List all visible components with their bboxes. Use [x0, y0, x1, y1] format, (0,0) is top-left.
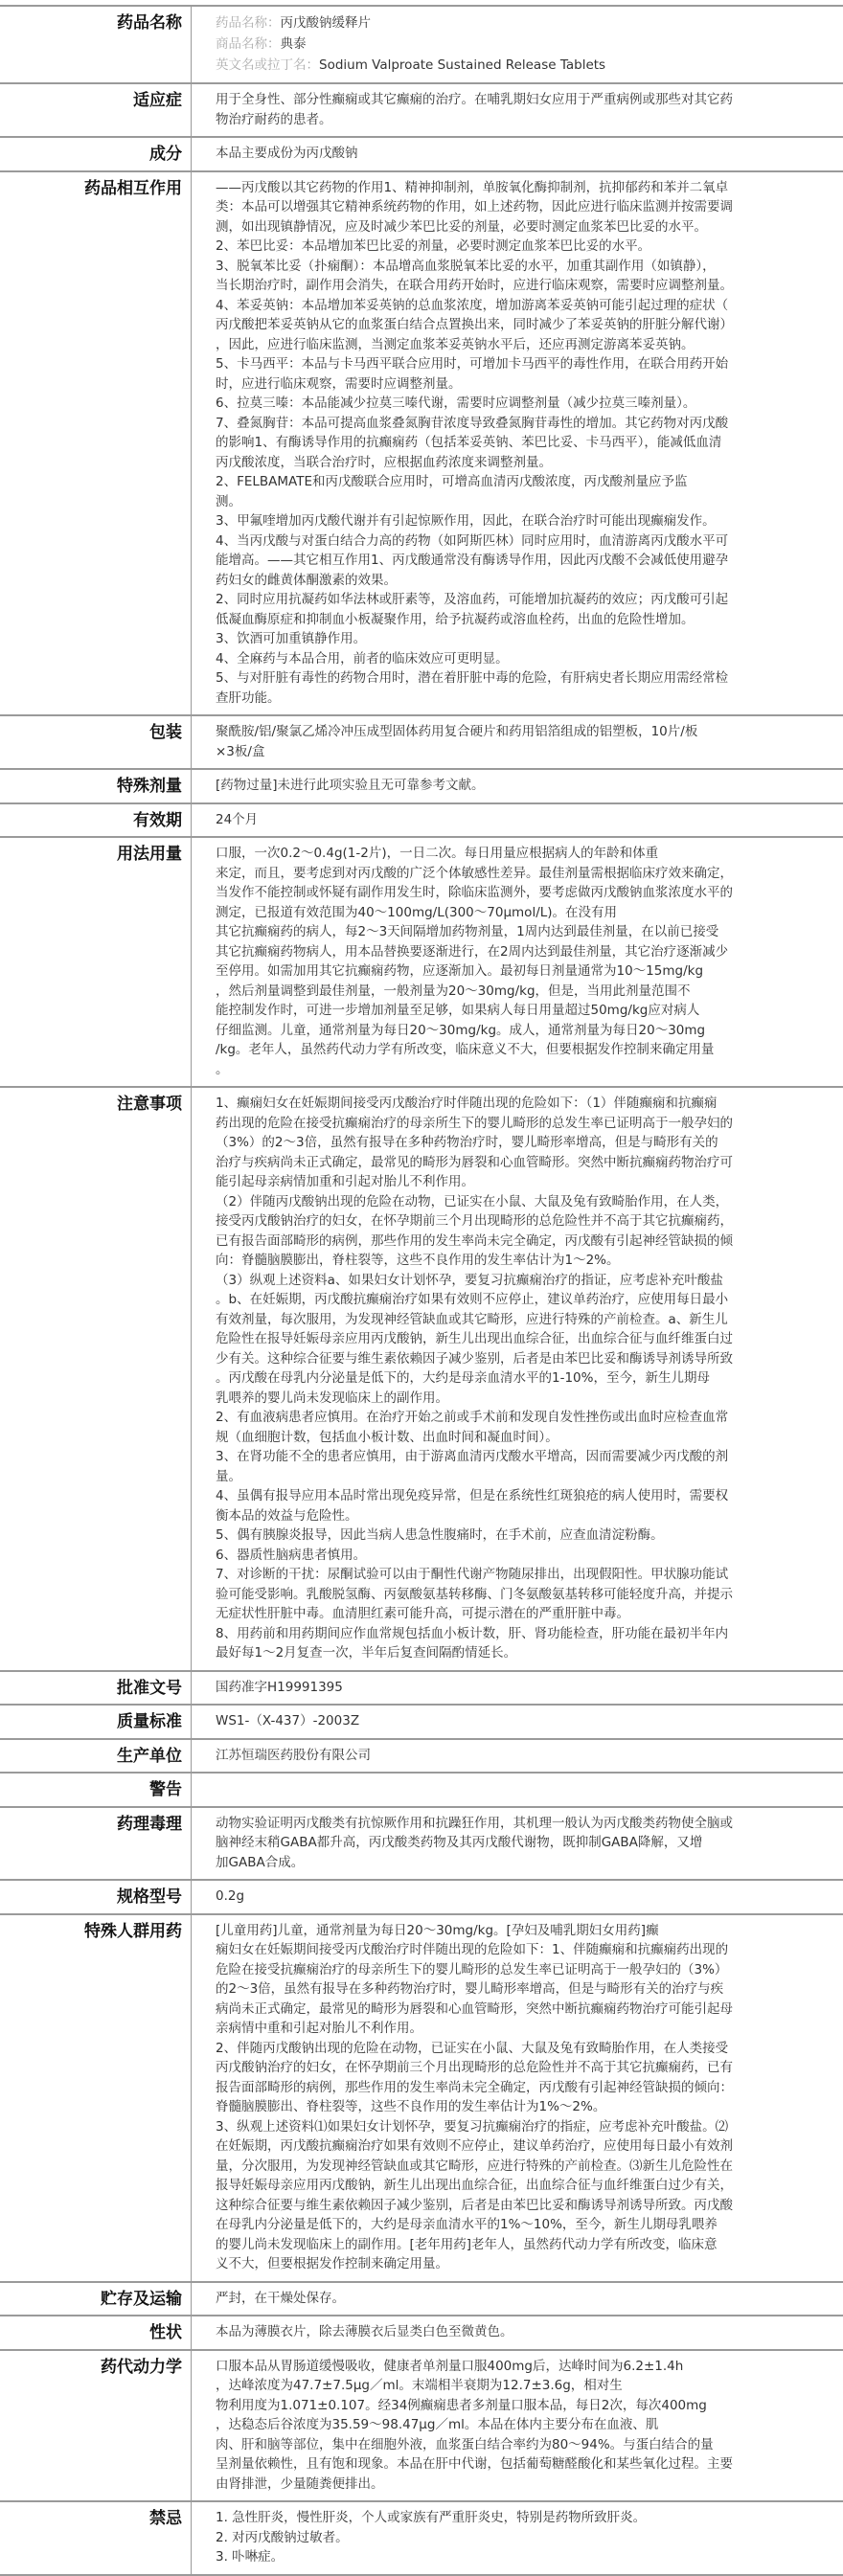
content-line: 2、有血液病患者应慎用。在治疗开始之前或手术前和发现自发性挫伤或出血时应检查血常 [216, 1410, 729, 1425]
content-line: 3、甲氟喹增加丙戊酸代谢并有引起惊厥作用，因此，在联合治疗时可能出现癫痫发作。 [216, 513, 716, 529]
content-line: 严封，在干燥处保存。 [216, 2290, 345, 2306]
content-line: 4、虽偶有报导应用本品时常出现免疫异常，但是在系统性红斑狼疮的病人使用时，需要权 [216, 1488, 729, 1503]
row-label: 批准文号 [0, 1672, 192, 1705]
row-label: 性状 [0, 2316, 192, 2349]
row-label: 药品相互作用 [0, 172, 192, 715]
content-line: ，因此，应进行临床监测，当测定血浆苯妥英钠水平后，还应再测定游离苯妥英钠。 [216, 336, 695, 352]
content-line: 测，如出现镇静情况，应及时减少苯巴比妥的剂量，必要时测定血浆苯巴比妥的水平。 [216, 218, 707, 235]
content-line: 药出现的危险在接受抗癫痫治疗的母亲所生下的婴儿畸形的总发生率已证明高于一般孕妇的 [216, 1115, 733, 1131]
content-line: 病尚未正式确定，最常见的畸形为唇裂和心血管畸形，突然中断抗癫痫药物治疗可能引起母 [216, 2000, 733, 2017]
content-line: 1、癫痫妇女在妊娠期间接受丙戊酸治疗时伴随出现的危险如下：（1）伴随癫痫和抗癫痫 [216, 1096, 718, 1111]
content-line: 在母乳内分泌量是低下的，大约是母亲血清水平的1%～10%，至今，新生儿期母乳喂养 [216, 2217, 718, 2232]
content-line: 2、苯巴比妥：本品增加苯巴比妥的剂量，必要时测定血浆苯巴比妥的水平。 [216, 238, 651, 254]
content-line: 丙戊酸把苯妥英钠从它的血浆蛋白结合点置换出来，同时减少了苯妥英钠的肝脏分解代谢） [216, 317, 733, 332]
content-line: 动物实验证明丙戊酸类有抗惊厥作用和抗躁狂作用，其机理一般认为丙戊酸类药物使全脑或 [216, 1815, 733, 1831]
content-line: 痫妇女在妊娠期间接受丙戊酸治疗时伴随出现的危险如下：1、伴随癫痫和抗癫痫药出现的 [216, 1942, 729, 1957]
row-content [192, 1915, 843, 2281]
content-line: WS1-（X-437）-2003Z [216, 1713, 360, 1729]
content-line: 接受丙戊酸钠治疗的妇女，在怀孕期前三个月出现畸形的总危险性并不高于其它抗癫痫药， [216, 1213, 733, 1229]
content-line: 测定，已报道有效范围为40～100mg/L(300～70μmol/L)。在没有用 [216, 904, 618, 920]
row-label: 药理毒理 [0, 1808, 192, 1880]
content-line: 危险性在报导妊娠母亲应用丙戊酸钠，新生儿出现出血综合征，出血综合征与血纤维蛋白过 [216, 1331, 733, 1346]
content-line: 3、在肾功能不全的患者应慎用，由于游离血清丙戊酸水平增高，因而需要减少丙戊酸的剂 [216, 1449, 729, 1464]
row-label: 贮存及运输 [0, 2283, 192, 2316]
row-content [192, 1088, 843, 1670]
content-line: 2、伴随丙戊酸钠出现的危险在动物，已证实在小鼠、大鼠及兔有致畸胎作用，在人类接受 [216, 2040, 729, 2056]
content-line: （2）伴随丙戊酸钠出现的危险在动物，已证实在小鼠、大鼠及兔有致畸胎作用，在人类， [216, 1193, 729, 1209]
row-content [192, 1774, 843, 1806]
row-content [192, 84, 843, 136]
content-line: 丙戊酸浓度，当联合治疗时，应根据血药浓度来调整剂量。 [216, 454, 552, 470]
content-line: [儿童用药]儿童，通常剂量为每日20～30mg/kg。[孕妇及哺乳期妇女用药]癫 [216, 1922, 659, 1938]
content-line: 向：脊髓脑膜膨出，脊柱裂等，这些不良作用的发生率估计为1～2%。 [216, 1253, 620, 1268]
content-line: 2、FELBAMATE和丙戊酸联合应用时，可增高血清丙戊酸浓度，丙戊酸剂量应予监 [216, 474, 688, 489]
content-line: 呈剂量依赖性，且有饱和现象。本品在肝中代谢，包括葡萄糖醛酸化和某些氧化过程。主要 [216, 2456, 733, 2472]
content-line: 3. 卟啉症。 [216, 2549, 285, 2565]
row-label: 成分 [0, 138, 192, 170]
table-row [0, 138, 843, 172]
content-line: 3、脱氧苯比妥（扑痫酮）：本品增高血浆脱氧苯比妥的水平，加重其副作用（如镇静）， [216, 258, 716, 274]
content-line [216, 1779, 843, 1799]
row-content [192, 770, 843, 802]
content-line: 测。 [216, 493, 241, 509]
content-line: 乳喂养的婴儿尚未发现临床上的副作用。 [216, 1390, 448, 1406]
table-row [0, 1706, 843, 1740]
drug-name-values [192, 7, 843, 82]
content-line: 7、叠氮胸苷：本品可提高血浆叠氮胸苷浓度导致叠氮胸苷毒性的增加。其它药物对丙戊酸 [216, 415, 729, 431]
content-line: 的2～3倍，虽然有报导在多种药物治疗时，婴儿畸形率增高，但是与畸形有关的治疗与疾 [216, 1981, 724, 1997]
row-content [192, 2316, 843, 2349]
content-line: [药物过量]未进行此项实验且无可靠参考文献。 [216, 778, 485, 793]
row-label: 禁忌 [0, 2502, 192, 2574]
content-line: /kg。老年人，虽然药代动力学有所改变，临床意义不大，但要根据发作控制来确定用量 [216, 1042, 715, 1057]
content-line: 2. 对丙戊酸钠过敏者。 [216, 2529, 349, 2545]
content-line: 能控制发作时，可进一步增加剂量至足够，如果病人每日用量超过50mg/kg应对病人 [216, 1003, 700, 1018]
table-row [0, 716, 843, 770]
content-line: 来定，而且，要考虑到对丙戊酸的广泛个体敏感性差异。最佳剂量需根据临床疗效来确定， [216, 865, 733, 881]
content-line: 。b、在妊娠期，丙戊酸抗癫痫治疗如果有效则不应停止，建议单药治疗，应使用每日最小 [216, 1292, 729, 1307]
content-line: 国药准字H19991395 [216, 1679, 343, 1695]
trade-name-label: 商品名称： [216, 36, 281, 52]
row-content [192, 838, 843, 1086]
content-line: 其它抗癫痫药物病人，用本品替换要逐渐进行，在2周内达到最佳剂量，其它治疗逐渐减少 [216, 943, 729, 960]
content-line: 的婴儿尚未发现临床上的副作用。[老年用药]老年人，虽然药代动力学有所改变，临床意 [216, 2236, 718, 2252]
content-line: 6、拉莫三嗪：本品能减少拉莫三嗪代谢，需要时应调整剂量（减少拉莫三嗪剂量）。 [216, 395, 696, 411]
row-label: 特殊人群用药 [0, 1915, 192, 2281]
content-line: 。丙戊酸在母乳内分泌量是低下的，大约是母亲血清水平的1-10%，至今，新生儿期母 [216, 1370, 710, 1386]
content-line: 治疗与疾病尚未正式确定，最常见的畸形为唇裂和心血管畸形。突然中断抗癫痫药物治疗可 [216, 1154, 733, 1170]
english-name [216, 55, 843, 76]
row-label: 包装 [0, 716, 192, 768]
row-content [192, 1740, 843, 1773]
content-line: 已有报告面部畸形的病例，那些作用的发生率尚未完全确定，丙戊酸有引起神经管缺损的倾 [216, 1232, 733, 1249]
row-label: 规格型号 [0, 1881, 192, 1913]
content-line: 口服，一次0.2～0.4g(1-2片)，一日二次。每日用量应根据病人的年龄和体重 [216, 846, 659, 861]
content-line: 的影响1、有酶诱导作用的抗癫痫药（包括苯妥英钠、苯巴比妥、卡马西平），能减低血清 [216, 435, 722, 450]
content-line: 在妊娠期，丙戊酸抗癫痫治疗如果有效则不应停止，建议单药治疗，应使用每日最小有效剂 [216, 2138, 733, 2154]
content-line: 4、苯妥英钠：本品增加苯妥英钠的总血浆浓度，增加游离苯妥英钠可能引起过理的症状（ [216, 297, 729, 313]
row-content [192, 172, 843, 715]
content-line: ，达稳态后谷浓度为35.59～98.47μg／ml。本品在体内主要分布在血液、肌 [216, 2417, 659, 2432]
content-line: 亲病情中重和引起对胎儿不利作用。 [216, 2021, 422, 2036]
content-line: 口服本品从胃肠道缓慢吸收，健康者单剂量口服400mg后，达峰时间为6.2±1.4h [216, 2358, 684, 2374]
row-content [192, 2502, 843, 2574]
content-line: 5、与对肝脏有毒性的药物合用时，潜在着肝脏中毒的危险，有肝病史者长期应用需经常检 [216, 670, 729, 686]
table-row [0, 1088, 843, 1672]
content-line: 用于全身性、部分性癫痫或其它癫痫的治疗。在哺乳期妇女应用于严重病例或那些对其它药 [216, 92, 733, 107]
content-line: 量，分次服用，为发现神经管缺血或其它畸形，应进行特殊的产前检查。⑶新生儿危险性在 [216, 2158, 733, 2174]
content-line: 物治疗耐药的患者。 [216, 111, 332, 127]
row-content [192, 1672, 843, 1705]
content-line: ，然后剂量调整到最佳剂量，一般剂量为20～30mg/kg，但是，当用此剂量范围不 [216, 983, 691, 999]
content-line: 其它抗癫痫药的病人，每2～3天间隔增加药物剂量，1周内达到最佳剂量，在以前已接受 [216, 924, 719, 939]
row-content [192, 716, 843, 768]
english-name-value: Sodium Valproate Sustained Release Tablets [319, 57, 606, 73]
content-line: 规（血细胞计数，包括血小板计数、出血时间和凝血时间）。 [216, 1429, 558, 1445]
generic-name-label: 药品名称： [216, 15, 281, 31]
content-line: 2、同时应用抗凝药如华法林或肝素等，及溶血药，可能增加抗凝药的效应；丙戊酸可引起 [216, 592, 729, 607]
table-row [0, 804, 843, 839]
content-line: （3）纵观上述资料a、如果妇女计划怀孕，要复习抗癫痫治疗的指证，应考虑补充叶酸盐 [216, 1272, 723, 1288]
content-line: 至停用。如需加用其它抗癫痫药物，应逐渐加入。最初每日剂量通常为10～15mg/kg [216, 963, 704, 979]
row-label: 适应症 [0, 84, 192, 136]
table-row [0, 838, 843, 1088]
content-line: 衡本品的效益与危险性。 [216, 1507, 358, 1524]
row-label: 警告 [0, 1774, 192, 1806]
content-line: 这种综合征要与维生素依赖因子减少鉴别，后者是由苯巴比妥和酶诱导剂诱导所致。丙戊酸 [216, 2197, 733, 2213]
content-line: 无症状性肝脏中毒。血清胆红素可能升高，可提示潜在的严重肝脏中毒。 [216, 1606, 629, 1621]
content-line: 物利用度为1.071±0.107。经34例癫痫患者多剂量口服本品，每日2次，每次400mg [216, 2397, 707, 2413]
content-line: 验可能受影响。乳酸脱氢酶、丙氨酸氨基转移酶、门冬氨酸氨基转移可能轻度升高，并提示 [216, 1586, 733, 1602]
content-line: 。 [216, 1061, 229, 1077]
content-line: 量。 [216, 1468, 241, 1484]
row-content [192, 138, 843, 170]
table-row [0, 2502, 843, 2576]
content-line: 查肝功能。 [216, 689, 281, 706]
content-line: 6、器质性脑病患者慎用。 [216, 1547, 367, 1563]
content-line: 本品为薄膜衣片，除去薄膜衣后显类白色至微黄色。 [216, 2324, 513, 2339]
content-line: 能增高。——其它相互作用1、丙戊酸通常没有酶诱导作用，因此丙戊酸不会减低使用避孕 [216, 553, 729, 568]
content-line: 江苏恒瑞医药股份有限公司 [216, 1747, 371, 1763]
content-line: 当长期治疗时，副作用会消失，在联合用药开始时，应进行临床观察，需要时应调整剂量。 [216, 278, 733, 293]
content-line: 最好每1～2月复查一次，半年后复查间隔酌情延长。 [216, 1645, 517, 1661]
row-label: 质量标准 [0, 1706, 192, 1738]
content-line: 24个月 [216, 811, 259, 827]
trade-name-value: 典泰 [280, 36, 307, 52]
row-label: 注意事项 [0, 1088, 192, 1670]
table-row [0, 172, 843, 717]
content-line: （3%）的2～3倍，虽然有报导在多种药物治疗时，婴儿畸形率增高，但是与畸形有关的 [216, 1135, 718, 1150]
content-line: 少有关。这种综合征要与维生素依赖因子减少鉴别，后者是由苯巴比妥和酶诱导剂诱导所致 [216, 1350, 733, 1367]
content-line: 类：本品可以增强其它精神系统药物的作用，如上述药物，因此应进行临床监测并按需要调 [216, 199, 733, 215]
row-label: 特殊剂量 [0, 770, 192, 802]
table-row [0, 770, 843, 804]
row-content [192, 1881, 843, 1913]
table-row [0, 2351, 843, 2503]
content-line: 脊髓脑膜膨出、脊柱裂等，这些不良作用的发生率估计为1%～2%。 [216, 2099, 606, 2114]
table-row [0, 1808, 843, 1882]
content-line: 仔细监测。儿童，通常剂量为每日20～30mg/kg。成人，通常剂量为每日20～30mg [216, 1022, 706, 1038]
row-content [192, 1808, 843, 1880]
content-line: 脑神经末稍GABA都升高，丙戊酸类药物及其丙戊酸代谢物，既抑制GABA降解，又增 [216, 1835, 703, 1850]
content-line: ——丙戊酸以其它药物的作用1、精神抑制剂，单胺氧化酶抑制剂，抗抑郁药和苯并二氧卓 [216, 179, 729, 195]
row-content [192, 804, 843, 837]
content-line: 4、全麻药与本品合用，前者的临床效应可更明显。 [216, 650, 509, 667]
table-row [0, 1774, 843, 1808]
content-line: 本品主要成份为丙戊酸钠 [216, 146, 358, 161]
content-line: ×3板/盒 [216, 743, 265, 759]
content-line: 0.2g [216, 1888, 245, 1904]
content-line: 能引起母亲病情加重和引起对胎儿不利作用。 [216, 1174, 474, 1189]
content-line: 1. 急性肝炎，慢性肝炎，个人或家族有严重肝炎史，特别是药物所致肝炎。 [216, 2510, 647, 2525]
row-label: 药品名称 [0, 7, 192, 82]
content-line: 报告面部畸形的病例，那些作用的发生率尚未完全确定，丙戊酸有引起神经管缺损的倾向： [216, 2079, 733, 2095]
row-label: 有效期 [0, 804, 192, 837]
trade-name [216, 34, 843, 55]
content-line: 聚酰胺/铝/聚氯乙烯冷冲压成型固体药用复合硬片和药用铝箔组成的铝塑板，10片/板 [216, 724, 698, 739]
content-line: 7、对诊断的干扰：尿酮试验可以由于酮性代谢产物随尿排出，出现假阳性。甲状腺功能试 [216, 1567, 729, 1582]
content-line: 药妇女的雌黄体酮激素的效果。 [216, 572, 397, 588]
content-line: 3、纵观上述资料⑴如果妇女计划怀孕，要复习抗癫痫治疗的指症，应考虑补充叶酸盐。⑵ [216, 2118, 729, 2135]
row-label: 用法用量 [0, 838, 192, 1086]
content-line: 肉、肝和脑等部位，集中在细胞外液，血浆蛋白结合率约为80～94%。与蛋白结合的量 [216, 2436, 714, 2452]
content-line: 4、当丙戊酸与对蛋白结合力高的药物（如阿斯匹林）同时应用时，血清游离丙戊酸水平可 [216, 532, 729, 549]
english-name-label: 英文名或拉丁名： [216, 57, 319, 73]
content-line: 丙戊酸钠治疗的妇女，在怀孕期前三个月出现畸形的总危险性并不高于其它抗癫痫药，已有 [216, 2060, 733, 2075]
row-content [192, 2351, 843, 2501]
table-row [0, 1740, 843, 1774]
table-row [0, 2316, 843, 2351]
content-line: 3、饮酒可加重镇静作用。 [216, 631, 367, 646]
table-row [0, 1915, 843, 2283]
row-drug-name [0, 7, 843, 84]
content-line: 8、用药前和用药期间应作血常规包括血小板计数，肝、肾功能检查，肝功能在最初半年内 [216, 1625, 729, 1641]
generic-name-value: 丙戊酸钠缓释片 [280, 15, 371, 31]
table-row [0, 2283, 843, 2317]
content-line: 加GABA合成。 [216, 1854, 305, 1870]
row-content [192, 2283, 843, 2316]
row-label: 生产单位 [0, 1740, 192, 1773]
content-line: 5、卡马西平：本品与卡马西平联合应用时，可增加卡马西平的毒性作用，在联合用药开始 [216, 356, 729, 372]
table-row [0, 1672, 843, 1706]
content-line: 危险在接受抗癫痫治疗的母亲所生下的婴儿畸形的总发生率已证明高于一般孕妇的（3%） [216, 1961, 728, 1977]
content-line: 5、偶有胰腺炎报导，因此当病人患急性腹痛时，在手术前，应查血清淀粉酶。 [216, 1527, 664, 1543]
table-row [0, 1881, 843, 1915]
content-line: ，达峰浓度为47.7±7.5μg／ml。末端相半衰期为12.7±3.6g，相对生 [216, 2378, 623, 2393]
content-line: 报导妊娠母亲应用丙戊酸钠，新生儿出现出血综合征，出血综合征与血纤维蛋白过少有关， [216, 2178, 733, 2193]
drug-info-table [0, 5, 843, 2576]
row-content [192, 1706, 843, 1738]
content-line: 时，应进行临床观察，需要时应调整剂量。 [216, 375, 462, 392]
content-line: 当发作不能控制或怀疑有副作用发生时，除临床监测外，要考虑做丙戊酸钠血浆浓度水平的 [216, 885, 733, 900]
content-line: 义不大，但要根据发作控制来确定用量。 [216, 2256, 448, 2271]
table-row [0, 84, 843, 138]
content-line: 有效剂量，每次服用，为发现神经管缺血或其它畸形，应进行特殊的产前检查。a、新生儿 [216, 1311, 728, 1327]
generic-name [216, 12, 843, 34]
content-line: 由肾排泄，少量随粪便排出。 [216, 2475, 384, 2492]
row-label: 药代动力学 [0, 2351, 192, 2501]
content-line: 低凝血酶原症和抑制血小板凝聚作用，给予抗凝药或溶血栓药，出血的危险性增加。 [216, 611, 695, 627]
